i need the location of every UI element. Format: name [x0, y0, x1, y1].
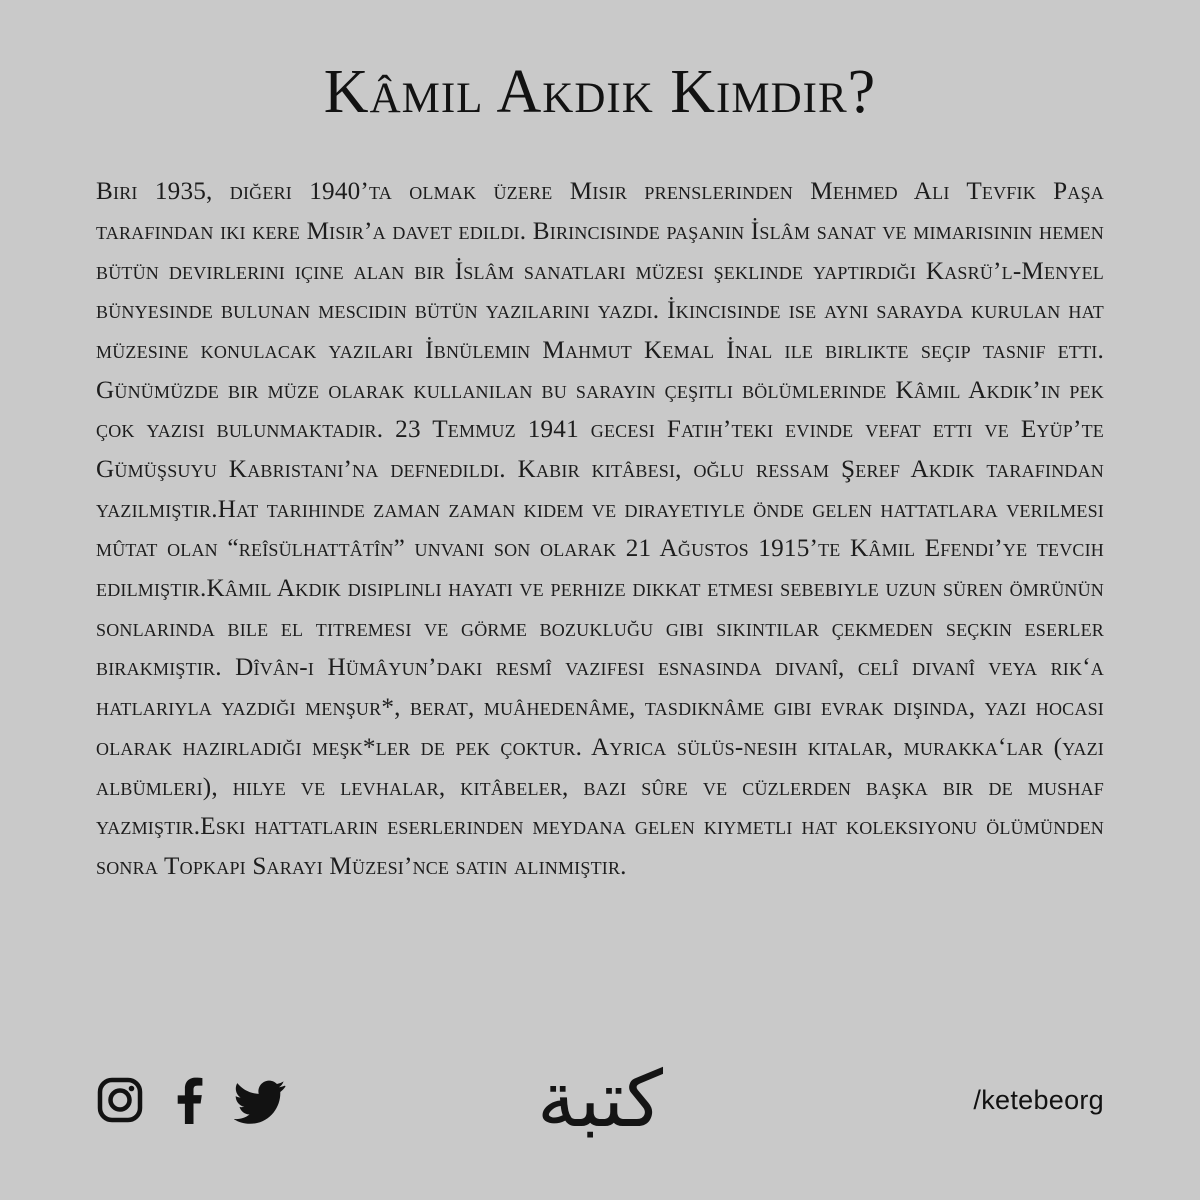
- social-links: [96, 1076, 286, 1124]
- social-handle: /ketebeorg: [973, 1084, 1104, 1115]
- page-title: Kâmil Akdik Kimdir?: [323, 58, 877, 126]
- ketebe-logo: كتبة: [536, 1055, 664, 1145]
- article-body: Biri 1935, diğeri 1940’ta olmak üzere Mısır prenslerinden Mehmed Ali Tevfik Paşa tarafından iki kere Mısır’a davet edildi. Birincisinde paşanın İslâm sanat ve mimarisinin hemen bütün devirlerini içine alan bir İslâm sanatları müzesi şeklinde yaptırdığı Kasrü’l-Menyel bünyesinde bulunan mescidin bütün yazılarını yazdı. İkincisinde ise aynı sarayda kurulan hat müzesine konulacak yazıları İbnülemin Mahmut Kemal İnal ile birlikte seçip tasnif etti. Günümüzde bir müze olarak kullanılan bu sarayın çeşitli bölümlerinde Kâmil Akdik’in pek çok yazısı bulunmaktadır. 23 Temmuz 1941 gecesi Fatih’teki evinde vefat etti ve Eyüp’te Gümüşsuyu Kabristanı’na defnedildi. Kabir kitâbesi, oğlu ressam Şeref Akdik tarafından yazılmıştır.Hat tarihinde zaman zaman kıdem ve dirayetiyle önde gelen hattatlara verilmesi mûtat olan “reîsülhattâtîn” unvanı son olarak 21 Ağustos 1915’te Kâmil Efendi’ye tevcih edilmiştir.Kâmil Akdik disiplinli hayatı ve perhize dikkat etmesi sebebiyle uzun süren ömrünün sonlarında bile el titremesi ve görme bozukluğu gibi sıkıntılar çekmeden seçkin eserler bırakmıştır. Dîvân-ı Hümâyun’daki resmî vazifesi esnasında divanî, celî divanî veya rik‘a hatlarıyla yazdığı menşur*, berat, muâhedenâme, tasdiknâme gibi evrak dışında, yazı hocası olarak hazırladığı meşk*ler de pek çoktur. Ayrıca sülüs-nesih kıtalar, murakka‘lar (yazı albümleri), hilye ve levhalar, kitâbeler, bazı sûre ve cüzlerden başka bir de mushaf yazmıştır.Eski hattatların eserlerinden meydana gelen kıymetli hat koleksiyonu ölümünden sonra Topkapı Sarayı Müzesi’nce satın alınmıştır.: [96, 178, 1104, 880]
- facebook-icon[interactable]: [172, 1076, 206, 1124]
- twitter-icon[interactable]: [234, 1076, 286, 1124]
- instagram-icon[interactable]: [96, 1076, 144, 1124]
- footer: [0, 1054, 1200, 1146]
